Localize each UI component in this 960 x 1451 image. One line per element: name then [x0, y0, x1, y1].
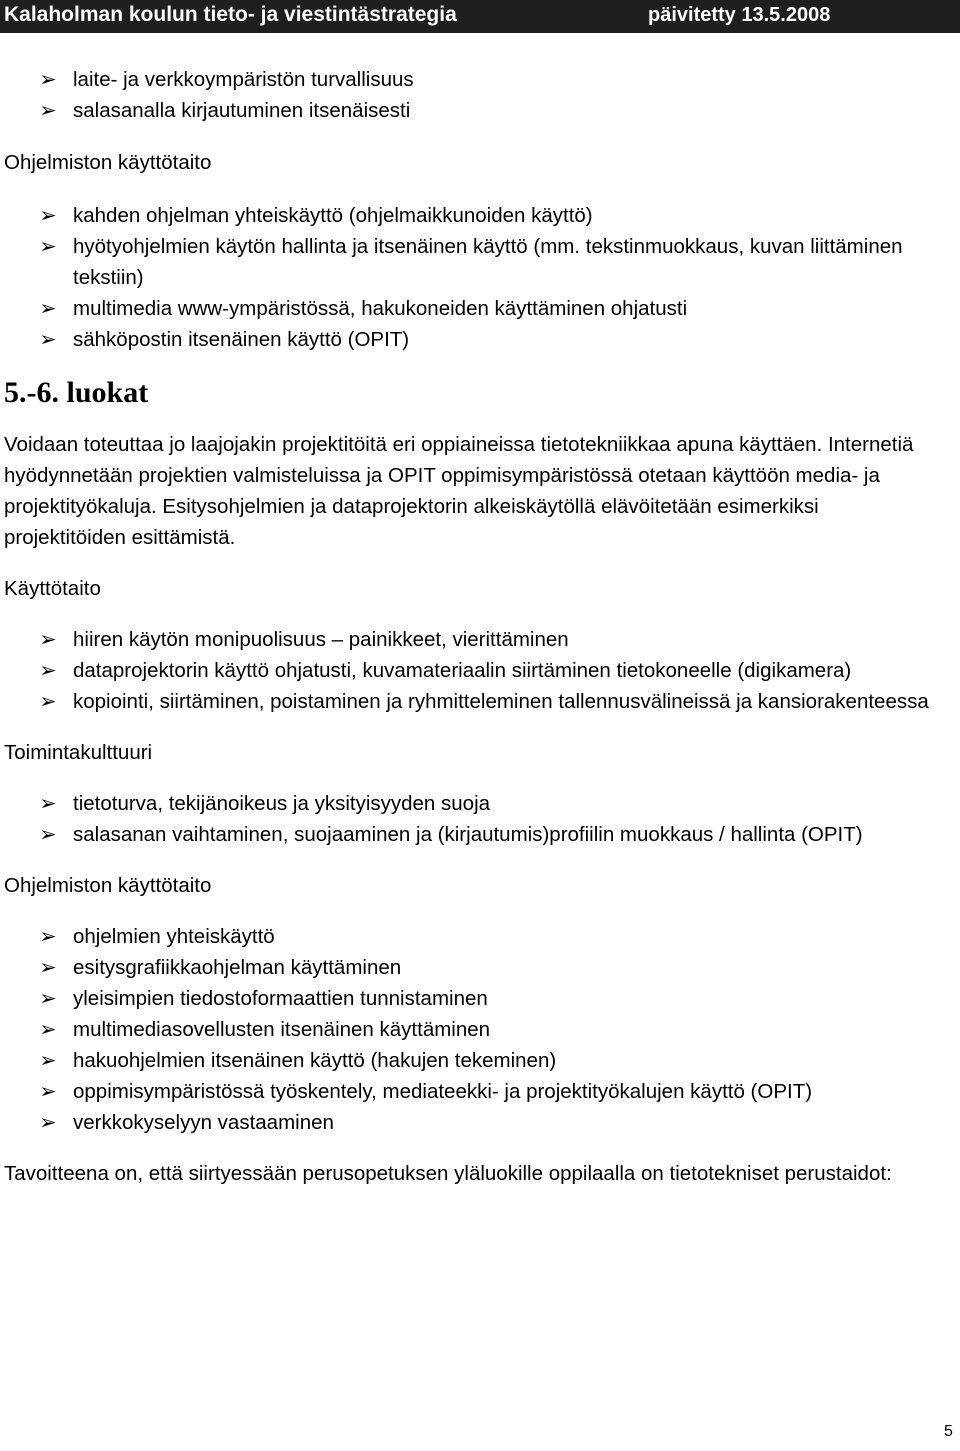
arrow-bullet-icon: ➢: [39, 925, 57, 948]
grade-heading: 5.-6. luokat: [4, 376, 149, 409]
arrow-bullet-icon: ➢: [39, 68, 57, 91]
arrow-bullet-icon: ➢: [39, 204, 57, 227]
list-item: ➢ hyötyohjelmien käytön hallinta ja itsenäinen käyttö (mm. tekstinmuokkaus, kuvan liittäminen tekstiin): [4, 231, 934, 293]
arrow-bullet-icon: ➢: [39, 823, 57, 846]
arrow-bullet-icon: ➢: [39, 628, 57, 651]
arrow-bullet-icon: ➢: [39, 1049, 57, 1072]
closing-paragraph: Tavoitteena on, että siirtyessään perusopetuksen yläluokille oppilaalla on tietotekniset perustaidot:: [4, 1162, 892, 1185]
bullet-list: [4, 921, 934, 1138]
list-item: ➢ yleisimpien tiedostoformaattien tunnistaminen: [4, 983, 934, 1014]
list-item: ➢ multimedia www-ympäristössä, hakukoneiden käyttäminen ohjatusti: [4, 293, 934, 324]
section-heading: Toimintakulttuuri: [4, 741, 153, 764]
section-heading: Ohjelmiston käyttötaito: [4, 151, 212, 174]
section-heading: Käyttötaito: [4, 577, 101, 600]
list-item: ➢ multimediasovellusten itsenäinen käyttäminen: [4, 1014, 934, 1045]
arrow-bullet-icon: ➢: [39, 659, 57, 682]
document-header: [0, 0, 960, 33]
arrow-bullet-icon: ➢: [39, 99, 57, 122]
list-item: ➢ sähköpostin itsenäinen käyttö (OPIT): [4, 324, 934, 355]
list-item: ➢ ohjelmien yhteiskäyttö: [4, 921, 934, 952]
arrow-bullet-icon: ➢: [39, 235, 57, 258]
list-item: ➢ salasanalla kirjautuminen itsenäisesti: [4, 95, 934, 126]
list-item: ➢ laite- ja verkkoympäristön turvallisuus: [4, 64, 934, 95]
arrow-bullet-icon: ➢: [39, 690, 57, 713]
arrow-bullet-icon: ➢: [39, 956, 57, 979]
arrow-bullet-icon: ➢: [39, 792, 57, 815]
update-date: päivitetty 13.5.2008: [648, 4, 831, 26]
arrow-bullet-icon: ➢: [39, 328, 57, 351]
intro-paragraph: Voidaan toteuttaa jo laajojakin projektitöitä eri oppiaineissa tietotekniikkaa apuna käyttäen. Internetiä hyödynnetään projektien valmisteluissa ja OPIT oppimisympäristössä otetaan käyttöön media- ja projektityökaluja. Esitysohjelmien ja dataprojektorin alkeiskäytöllä elävöitetään esimerkiksi projektitöiden esittämistä.: [4, 433, 914, 549]
bullet-list: [4, 624, 934, 717]
list-item: ➢ hiiren käytön monipuolisuus – painikkeet, vierittäminen: [4, 624, 934, 655]
arrow-bullet-icon: ➢: [39, 987, 57, 1010]
document-title: Kalaholman koulun tieto- ja viestintästrategia: [4, 3, 457, 26]
bullet-list: [4, 788, 934, 850]
arrow-bullet-icon: ➢: [39, 1111, 57, 1134]
list-item: ➢ verkkokyselyyn vastaaminen: [4, 1107, 934, 1138]
list-item: ➢ dataprojektorin käyttö ohjatusti, kuvamateriaalin siirtäminen tietokoneelle (digikamera): [4, 655, 934, 686]
section-heading: Ohjelmiston käyttötaito: [4, 874, 212, 897]
bullet-list: [4, 64, 934, 126]
list-item: ➢ kopiointi, siirtäminen, poistaminen ja ryhmitteleminen tallennusvälineissä ja kansiorakenteessa: [4, 686, 934, 717]
arrow-bullet-icon: ➢: [39, 1018, 57, 1041]
arrow-bullet-icon: ➢: [39, 1080, 57, 1103]
bullet-list: [4, 200, 934, 355]
list-item: ➢ esitysgrafiikkaohjelman käyttäminen: [4, 952, 934, 983]
list-item: ➢ tietoturva, tekijänoikeus ja yksityisyyden suoja: [4, 788, 934, 819]
list-item: ➢ salasanan vaihtaminen, suojaaminen ja (kirjautumis)profiilin muokkaus / hallinta (OPIT): [4, 819, 934, 850]
list-item: ➢ oppimisympäristössä työskentely, mediateekki- ja projektityökalujen käyttö (OPIT): [4, 1076, 934, 1107]
document-body: [4, 64, 934, 1189]
list-item: ➢ kahden ohjelman yhteiskäyttö (ohjelmaikkunoiden käyttö): [4, 200, 934, 231]
arrow-bullet-icon: ➢: [39, 297, 57, 320]
list-item: ➢ hakuohjelmien itsenäinen käyttö (hakujen tekeminen): [4, 1045, 934, 1076]
page-number: 5: [944, 1423, 953, 1440]
